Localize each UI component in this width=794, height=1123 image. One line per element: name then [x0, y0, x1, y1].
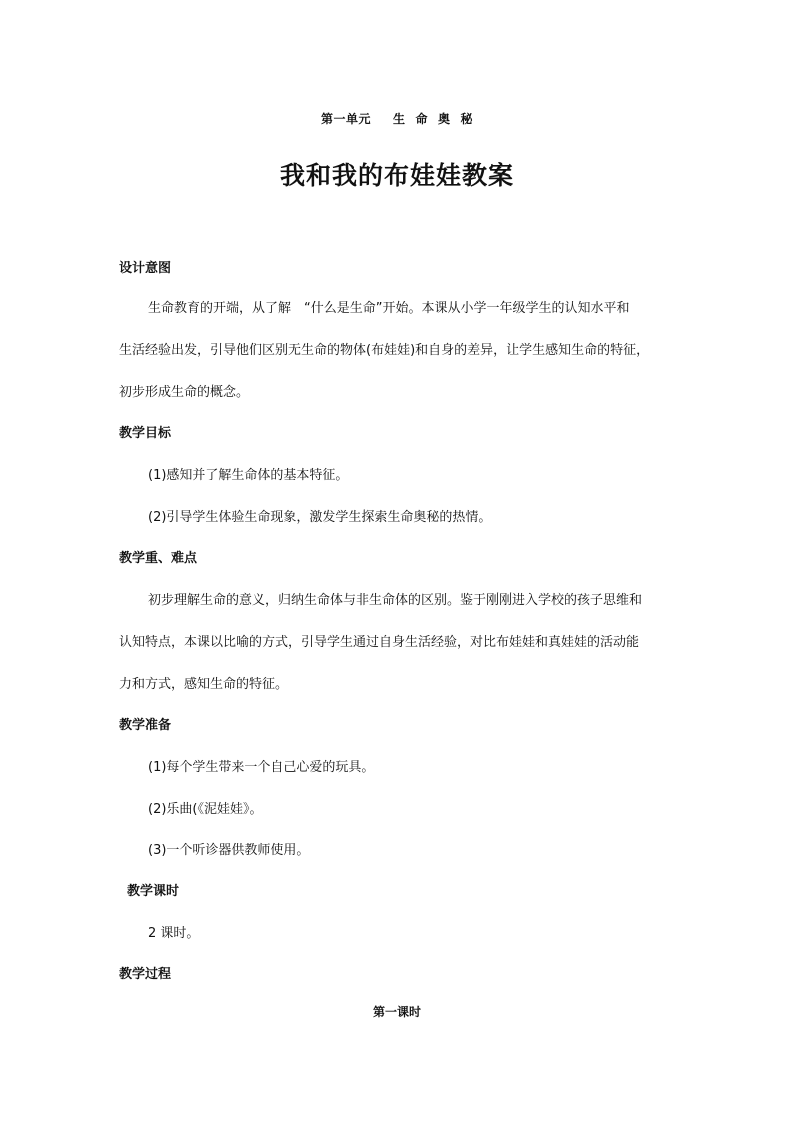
paragraph-line: 初步形成生命的概念。 [119, 385, 250, 400]
unit-char: 秘 [460, 112, 474, 126]
unit-prefix: 第一单元 [320, 112, 371, 126]
paragraph-line: 生活经验出发，引导他们区别无生命的物体(布娃娃)和自身的差异，让学生感知生命的特征， [119, 343, 650, 358]
lesson-heading: 第一课时 [372, 1005, 421, 1019]
paragraph-line: 2 课时。 [148, 926, 200, 941]
paragraph-line: 力和方式，感知生命的特征。 [119, 677, 289, 692]
paragraph-line: 认知特点，本课以比喻的方式，引导学生通过自身生活经验，对比布娃娃和真娃娃的活动能 [119, 635, 640, 650]
list-item: (1)每个学生带来一个自己心爱的玩具。 [148, 760, 375, 775]
list-item: (2)乐曲(《泥娃娃》。 [148, 802, 263, 817]
section-heading-preparation: 教学准备 [119, 718, 172, 733]
paragraph-line: 初步理解生命的意义，归纳生命体与非生命体的区别。鉴于刚刚进入学校的孩子思维和 [148, 593, 643, 608]
unit-char: 奥 [438, 112, 451, 126]
unit-char: 命 [415, 112, 428, 126]
section-heading-key-points: 教学重、难点 [119, 551, 198, 566]
unit-header [0, 110, 794, 127]
section-heading-design: 设计意图 [119, 261, 172, 276]
section-heading-process: 教学过程 [119, 967, 172, 982]
list-item: (2)引导学生体验生命现象，激发学生探索生命奥秘的热情。 [148, 510, 492, 525]
unit-char: 生 [392, 112, 406, 126]
document-title: 我和我的布娃娃教案 [279, 161, 514, 190]
list-item: (1)感知并了解生命体的基本特征。 [148, 468, 349, 483]
list-item: (3)一个听诊器供教师使用。 [148, 843, 310, 858]
paragraph-line: 生命教育的开端，从了解 “什么是生命”开始。本课从小学一年级学生的认知水平和 [148, 301, 630, 316]
section-heading-hours: 教学课时 [127, 884, 180, 899]
section-heading-goals: 教学目标 [119, 426, 172, 441]
